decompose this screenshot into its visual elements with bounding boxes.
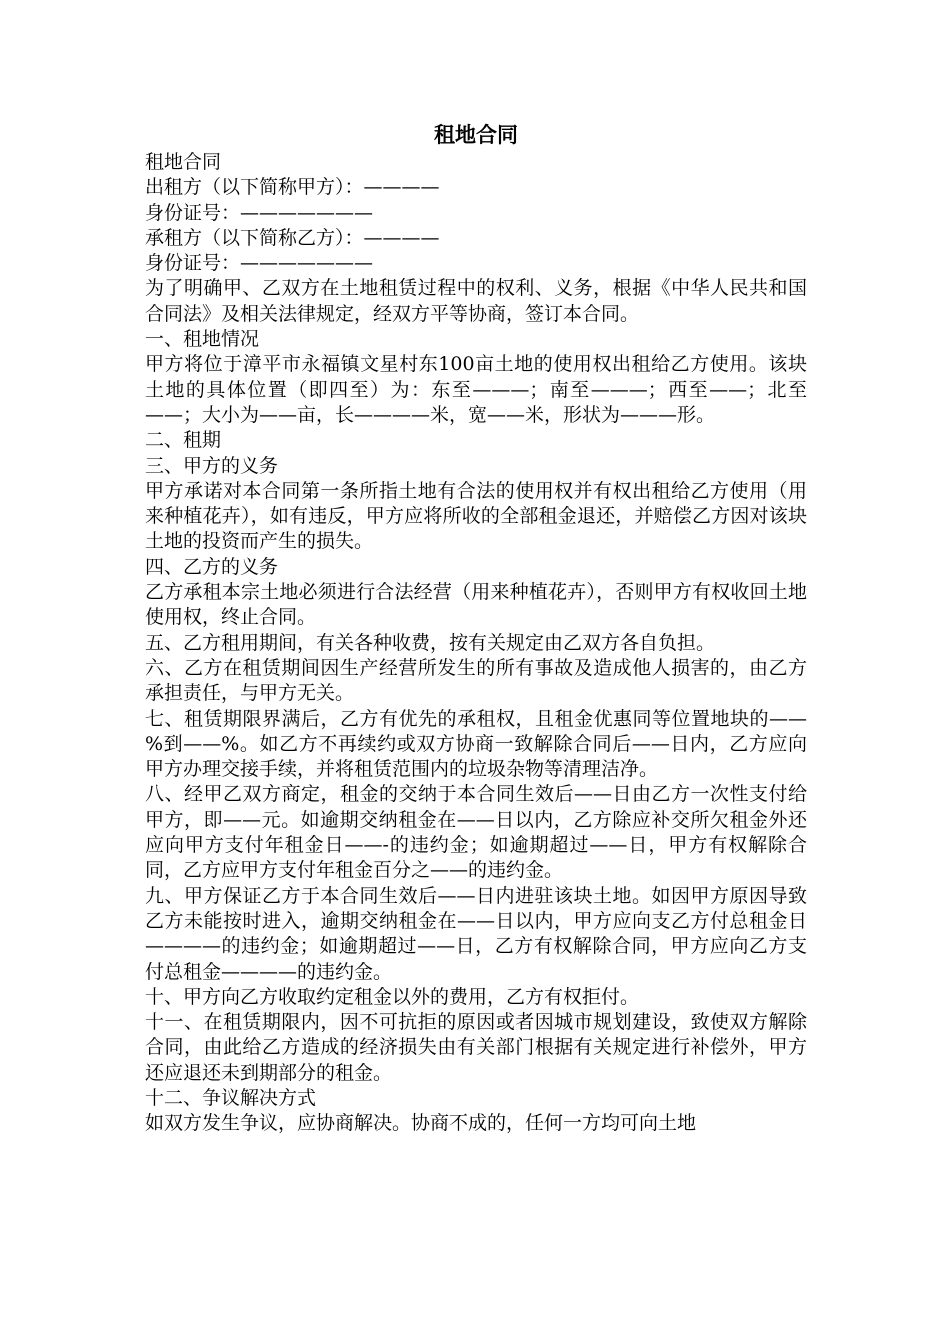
clause-11: 十一、在租赁期限内，因不可抗拒的原因或者因城市规划建设，致使双方解除合同，由此给乙方造成的经济损失由有关部门根据有关规定进行补偿外，甲方还应退还未到期部分的租金。 [145, 1011, 807, 1084]
document-page [145, 120, 807, 1137]
paragraph-lessor: 出租方（以下简称甲方）：———— [145, 176, 440, 199]
paragraph-lessee-id: 身份证号：——————— [145, 252, 374, 275]
clause-10: 十、甲方向乙方收取约定租金以外的费用，乙方有权拒付。 [145, 985, 640, 1008]
clause-7: 七、租赁期限界满后，乙方有优先的承租权，且租金优惠同等位置地块的——%到——%。如乙方不再续约或双方协商一致解除合同后——日内，乙方应向甲方办理交接手续，并将租赁范围内的垃圾杂物等清理洁净。 [145, 707, 807, 781]
paragraph-preamble: 为了明确甲、乙双方在土地租赁过程中的权利、义务，根据《中华人民共和国合同法》及相关法律规定，经双方平等协商，签订本合同。 [145, 277, 807, 325]
section-heading-3: 三、甲方的义务 [145, 454, 279, 477]
paragraph-lessor-duties: 甲方承诺对本合同第一条所指土地有合法的使用权并有权出租给乙方使用（用来种植花卉），如有违反，甲方应将所收的全部租金退还，并赔偿乙方因对该块土地的投资而产生的损失。 [145, 479, 807, 553]
clause-9: 九、甲方保证乙方于本合同生效后——日内进驻该块土地。如因甲方原因导致乙方未能按时进入，逾期交纳租金在——日以内，甲方应向支乙方付总租金日————的违约金；如逾期超过——日，乙方有权解除合同，甲方应向乙方支付总租金————的违约金。 [145, 884, 807, 983]
document-body [145, 150, 807, 1137]
paragraph-land-info: 甲方将位于漳平市永福镇文星村东100亩土地的使用权出租给乙方使用。该块土地的具体位置（即四至）为：东至———；南至———；西至——；北至——；大小为——亩，长————米，宽——米，形状为———形。 [145, 353, 807, 426]
section-heading-2: 二、租期 [145, 429, 222, 452]
document-title: 租地合同 [434, 122, 518, 147]
section-heading-4: 四、乙方的义务 [145, 555, 279, 578]
paragraph-subtitle: 租地合同 [145, 151, 222, 173]
section-heading-1: 一、租地情况 [145, 328, 260, 351]
clause-5: 五、乙方租用期间，有关各种收费，按有关规定由乙双方各自负担。 [145, 631, 716, 654]
paragraph-lessee: 承租方（以下简称乙方）：———— [145, 226, 440, 249]
paragraph-lessor-id: 身份证号：——————— [145, 201, 374, 224]
paragraph-dispute: 如双方发生争议，应协商解决。协商不成的，任何一方均可向土地 [145, 1112, 697, 1135]
clause-6: 六、乙方在租赁期间因生产经营所发生的所有事故及造成他人损害的，由乙方承担责任，与甲方无关。 [145, 656, 807, 705]
clause-8: 八、经甲乙双方商定，租金的交纳于本合同生效后——日由乙方一次性支付给甲方，即——元。如逾期交纳租金在——日以内，乙方除应补交所欠租金外还应向甲方支付年租金日——-的违约金；如逾期超过——日，甲方有权解除合同，乙方应甲方支付年租金百分之——的违约金。 [145, 783, 807, 882]
section-heading-12: 十二、争议解决方式 [145, 1086, 317, 1109]
paragraph-lessee-duties: 乙方承租本宗土地必须进行合法经营（用来种植花卉），否则甲方有权收回土地使用权，终止合同。 [145, 581, 807, 629]
